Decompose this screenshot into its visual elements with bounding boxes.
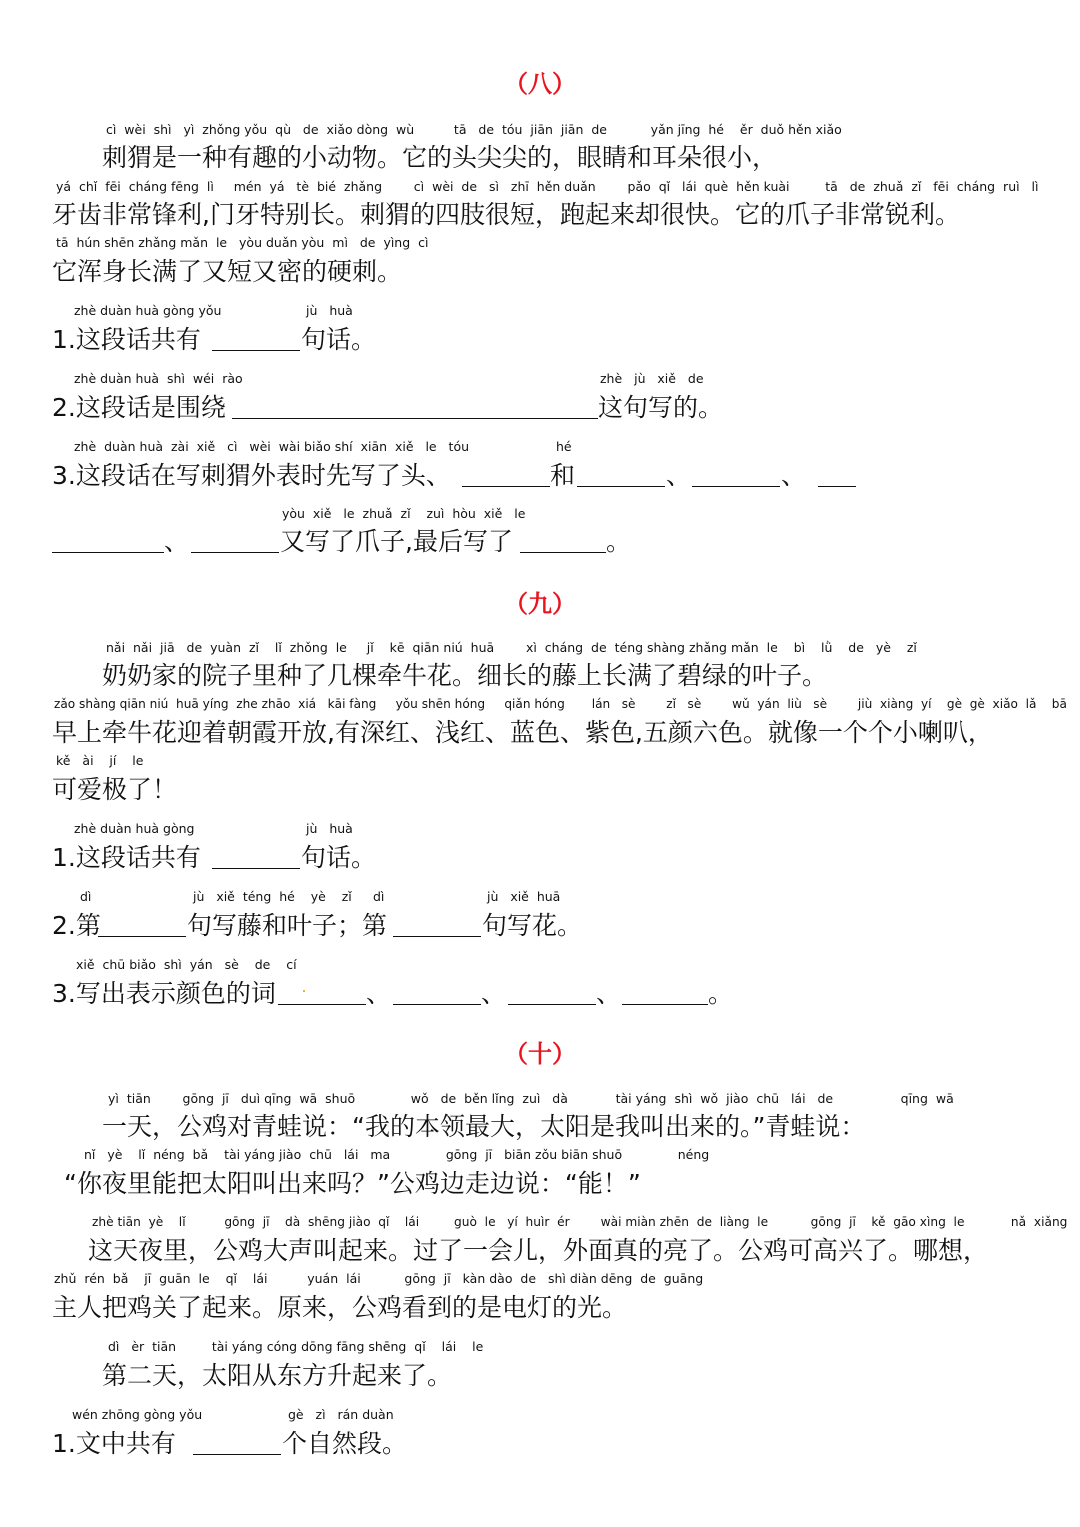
text-line: 一天，公鸡对青蛙说：“我的本领最大，太阳是我叫出来的。”青蛙说： — [102, 1112, 866, 1141]
question-text: 句话。 — [301, 325, 377, 354]
text-line: 刺猬是一种有趣的小动物。它的头尖尖的，眼睛和耳朵很小， — [102, 143, 778, 172]
question-text: 、 — [366, 979, 392, 1008]
question-text: 1.文中共有 — [52, 1429, 176, 1458]
pinyin-line: jù xiě téng hé yè zǐ — [193, 889, 352, 904]
question-text: 2.这段话是围绕 — [52, 393, 226, 422]
section-8-heading: （八） — [504, 70, 576, 98]
pinyin-line: zhè jù xiě de — [600, 371, 704, 386]
answer-blank[interactable] — [508, 1004, 596, 1005]
pinyin-line: gè zì rán duàn — [288, 1407, 394, 1422]
pinyin-line: yì tiān gōng jī duì qīng wā shuō wǒ de běn lǐng zuì dà tài yáng shì wǒ jiào chū lái de qīng wā — [108, 1091, 954, 1106]
answer-blank[interactable] — [462, 486, 550, 487]
answer-blank[interactable] — [212, 868, 300, 869]
pinyin-line: zhè duàn huà zài xiě cì wèi wài biǎo shí xiān xiě le tóu — [74, 439, 470, 454]
pinyin-line: zhǔ rén bǎ jī guān le qǐ lái yuán lái gōng jī kàn dào de shì diàn dēng de guāng — [54, 1271, 704, 1286]
answer-blank[interactable] — [622, 1004, 708, 1005]
answer-blank[interactable] — [393, 1004, 481, 1005]
question-text: 和 — [550, 461, 576, 490]
section-10-heading: （十） — [504, 1040, 576, 1068]
pinyin-line: nǐ yè lǐ néng bǎ tài yáng jiào chū lái ma gōng jī biān zǒu biān shuō néng — [84, 1147, 710, 1162]
answer-blank[interactable] — [191, 552, 279, 553]
text-line: 早上牵牛花迎着朝霞开放,有深红、浅红、蓝色、紫色,五颜六色。就像一个个小喇叭， — [52, 718, 993, 747]
answer-blank[interactable] — [692, 486, 780, 487]
question-text: 3.这段话在写刺猬外表时先写了头、 — [52, 461, 451, 490]
pinyin-line: cì wèi shì yì zhǒng yǒu qù de xiǎo dòng wù tā de tóu jiān jiān de yǎn jīng hé ěr duǒ hěn xiǎo — [106, 122, 842, 137]
pinyin-line: kě ài jí le — [56, 753, 144, 768]
answer-blank[interactable] — [520, 552, 606, 553]
question-text: 句写花。 — [482, 911, 583, 940]
pinyin-line: tā hún shēn zhǎng mǎn le yòu duǎn yòu mì de yìng cì — [56, 235, 429, 250]
question-text: 句写藤和叶子；第 — [187, 911, 388, 940]
question-text: 。 — [708, 979, 734, 1008]
answer-blank[interactable] — [818, 486, 856, 487]
pinyin-line: yá chǐ fēi cháng fēng lì mén yá tè bié zhǎng cì wèi de sì zhī hěn duǎn pǎo qǐ lái què hěn kuài tā de zhuǎ zǐ fēi cháng ruì lì — [56, 179, 1039, 194]
text-line: 主人把鸡关了起来。原来，公鸡看到的是电灯的光。 — [52, 1293, 628, 1322]
text-line: 这天夜里，公鸡大声叫起来。过了一会儿，外面真的亮了。公鸡可高兴了。哪想， — [88, 1236, 989, 1265]
answer-blank[interactable] — [278, 1004, 366, 1005]
answer-blank[interactable] — [98, 936, 186, 937]
question-text: 1.这段话共有 — [52, 843, 201, 872]
pinyin-line: yòu xiě le zhuǎ zǐ zuì hòu xiě le — [282, 506, 526, 521]
question-text: 个自然段。 — [282, 1429, 408, 1458]
stray-dot — [303, 990, 305, 992]
answer-blank[interactable] — [393, 936, 481, 937]
pinyin-line: dì — [373, 889, 385, 904]
pinyin-line: zhè duàn huà gòng yǒu — [74, 303, 222, 318]
pinyin-line: jù huà — [306, 821, 353, 836]
text-line: “你夜里能把太阳叫出来吗？”公鸡边走边说：“能！” — [64, 1169, 641, 1198]
question-text: 句话。 — [301, 843, 377, 872]
question-text: 3.写出表示颜色的词 — [52, 979, 276, 1008]
question-text: 、 — [596, 979, 622, 1008]
question-text: 。 — [606, 527, 632, 556]
section-9-heading: （九） — [504, 590, 576, 618]
answer-blank[interactable] — [193, 1454, 281, 1455]
pinyin-line: xiě chū biǎo shì yán sè de cí — [76, 957, 297, 972]
pinyin-line: nǎi nǎi jiā de yuàn zǐ lǐ zhǒng le jǐ kē qiān niú huā xì cháng de téng shàng zhǎng mǎn le bì lǜ de yè zǐ — [106, 640, 917, 655]
question-text: 这句写的。 — [598, 393, 724, 422]
pinyin-line: zhè tiān yè lǐ gōng jī dà shēng jiào qǐ lái guò le yí huìr ér wài miàn zhēn de liàng le gōng jī kě gāo xìng le nǎ xiǎng — [92, 1215, 1068, 1229]
answer-blank[interactable] — [212, 350, 300, 351]
text-line: 它浑身长满了又短又密的硬刺。 — [52, 257, 403, 286]
pinyin-line: dì — [80, 889, 92, 904]
pinyin-line: wén zhōng gòng yǒu — [72, 1407, 203, 1422]
question-text: 、 — [164, 527, 190, 556]
pinyin-line: zhè duàn huà shì wéi rào — [74, 371, 243, 386]
pinyin-line: jù huà — [306, 303, 353, 318]
pinyin-line: zhè duàn huà gòng — [74, 821, 195, 836]
question-text: 又写了爪子,最后写了 — [280, 527, 513, 556]
question-text: 1.这段话共有 — [52, 325, 201, 354]
question-text: 、 — [666, 461, 692, 490]
question-text: 、 — [481, 979, 507, 1008]
text-line: 第二天，太阳从东方升起来了。 — [102, 1361, 453, 1390]
answer-blank[interactable] — [52, 552, 164, 553]
answer-blank[interactable] — [577, 486, 665, 487]
question-text: 、 — [781, 461, 807, 490]
text-line: 奶奶家的院子里种了几棵牵牛花。细长的藤上长满了碧绿的叶子。 — [102, 661, 828, 690]
text-line: 可爱极了！ — [52, 775, 178, 804]
pinyin-line: jù xiě huā — [487, 889, 561, 904]
answer-blank[interactable] — [232, 418, 598, 419]
pinyin-line: dì èr tiān tài yáng cóng dōng fāng shēng qǐ lái le — [108, 1339, 484, 1354]
pinyin-line: hé — [556, 439, 572, 454]
pinyin-line: zǎo shàng qiān niú huā yíng zhe zhāo xiá kāi fàng yǒu shēn hóng qiǎn hóng lán sè zǐ sè wǔ yán liù sè jiù xiàng yí gè gè xiǎo lǎ bā — [54, 697, 1067, 711]
question-text: 2.第 — [52, 911, 101, 940]
text-line: 牙齿非常锋利,门牙特别长。刺猬的四肢很短，跑起来却很快。它的爪子非常锐利。 — [52, 200, 960, 229]
